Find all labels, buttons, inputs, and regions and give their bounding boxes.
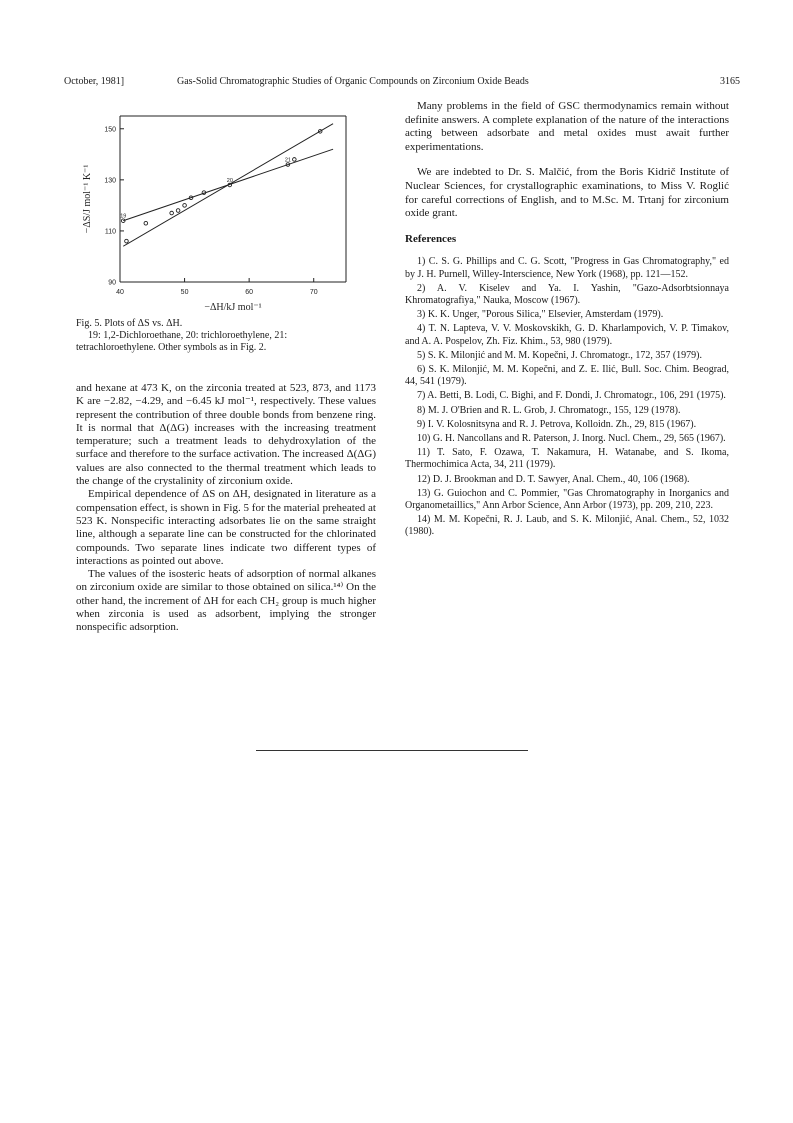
reference-item: 5) S. K. Milonjić and M. M. Kopečni, J. Chromatogr., 172, 357 (1979). xyxy=(417,349,702,361)
references-heading: References xyxy=(405,232,457,245)
header-title: Gas-Solid Chromatographic Studies of Organic Compounds on Zirconium Oxide Beads xyxy=(177,76,529,87)
data-point xyxy=(125,239,129,243)
caption-line-1: 19: 1,2-Dichloroethane, 20: trichloroethylene, 21: xyxy=(88,330,288,342)
data-point xyxy=(183,204,187,208)
point-label: 20 xyxy=(226,177,233,184)
data-point xyxy=(176,209,180,213)
y-tick-label: 110 xyxy=(104,228,116,236)
paragraph: Empirical dependence of ΔS on ΔH, designated in literature as a compensation effect, is shown in Fig. 5 for the material preheated at 523 K. Nonspecific interacting adsorbates lie on the same straight line, although a separate line can be constructed for the chlorinated compounds. Two separate lines indicate two different types of interactions as pointed out above. xyxy=(76,488,376,567)
page-number: 3165 xyxy=(720,76,740,87)
reference-item: 11) T. Sato, F. Ozawa, T. Nakamura, H. Watanabe, and S. Ikoma, Thermochimica Acta, 34, 211 (1979). xyxy=(405,447,729,471)
point-label: 21 xyxy=(284,157,292,164)
figure-5 xyxy=(78,104,378,314)
caption-title: Fig. 5. Plots of ΔS vs. ΔH. xyxy=(76,318,183,329)
reference-item: 2) A. V. Kiselev and Ya. I. Yashin, "Gazo-Adsorbtsionnaya Khromatografiya," Nauka, Moscow (1967). xyxy=(405,282,729,306)
left-column-text xyxy=(76,382,376,635)
reference-item: 6) S. K. Milonjić, M. M. Kopečni, and Z. E. Ilić, Bull. Soc. Chim. Beograd, 44, 541 (1979). xyxy=(405,363,729,388)
x-axis-label: −ΔH/kJ mol⁻¹ xyxy=(204,302,262,313)
point-label: 19 xyxy=(120,213,127,220)
reference-item: 12) D. J. Brookman and D. T. Sawyer, Anal. Chem., 40, 106 (1968). xyxy=(417,473,690,485)
reference-item: 4) T. N. Lapteva, V. V. Moskovskikh, G. D. Kharlampovich, V. P. Timakov, and A. A. Pospelov, Zh. Fiz. Khim., 53, 980 (1979). xyxy=(405,323,729,347)
x-tick-label: 60 xyxy=(245,289,254,296)
reference-item: 10) G. H. Nancollans and R. Paterson, J. Inorg. Nucl. Chem., 29, 565 (1967). xyxy=(417,432,726,444)
right-column xyxy=(405,100,729,541)
data-point xyxy=(144,221,148,225)
reference-item: 14) M. M. Kopečni, R. J. Laub, and S. K. Milonjić, Anal. Chem., 52, 1032 (1980). xyxy=(405,514,729,538)
x-tick-label: 70 xyxy=(309,289,318,296)
data-point xyxy=(170,211,174,215)
y-axis-label: −ΔS/J mol⁻¹ K⁻¹ xyxy=(82,164,93,234)
scatter-chart xyxy=(78,104,378,314)
references-list xyxy=(405,256,729,538)
caption-line-2: tetrachloroethylene. Other symbols as in Fig. 2. xyxy=(76,342,267,354)
paragraph: The values of the isosteric heats of adsorption of normal alkanes on zirconium oxide are similar to those obtained on silica.¹⁴⁾ On the other hand, the increment of ΔH for each CH₂ group is much higher when zirconia is used as adsorbent, implying the stronger nonspecific adsorption. xyxy=(76,568,376,634)
end-rule xyxy=(256,750,528,751)
reference-item: 13) G. Guiochon and C. Pommier, "Gas Chromatography in Inorganics and Organometaillics," Ann Arbor Science, Ann Arbor (1973), pp. 209, 210, 223. xyxy=(405,487,729,511)
reference-item: 1) C. S. G. Phillips and C. G. Scott, "Progress in Gas Chromatography," ed by J. H. Purnell, Willey-Interscience, New York (1968), pp. 121—152. xyxy=(405,256,729,280)
reference-item: 7) A. Betti, B. Lodi, C. Bighi, and F. Dondi, J. Chromatogr., 106, 291 (1975). xyxy=(417,390,726,402)
x-tick-label: 50 xyxy=(180,289,189,296)
paragraph: and hexane at 473 K, on the zirconia treated at 523, 873, and 1173 K are −2.82, −4.29, and −6.45 kJ mol⁻¹, respectively. These values represent the contribution of three double bonds from benzene ring. It is normal that Δ(ΔG) increases with the increasing treatment temperature; such a treatment leads to dehydroxylation of the surface and therefore to the surface activation. The increased Δ(ΔG) values are also connected to the thermal treatment which leads to the change of the crystalinity of zirconium oxide. xyxy=(76,382,376,488)
reference-item: 8) M. J. O'Brien and R. L. Grob, J. Chromatogr., 155, 129 (1978). xyxy=(417,404,681,416)
running-header xyxy=(64,76,740,90)
figure-caption xyxy=(76,318,378,355)
y-tick-label: 150 xyxy=(104,126,116,134)
x-tick-label: 40 xyxy=(116,289,124,296)
reference-item: 3) K. K. Unger, "Porous Silica," Elsevier, Amsterdam (1979). xyxy=(417,309,664,321)
data-point xyxy=(293,158,297,162)
y-tick-label: 90 xyxy=(108,279,116,287)
header-date: October, 1981] xyxy=(64,76,125,87)
paragraph: We are indebted to Dr. S. Malčić, from the Boris Kidrič Institute of Nuclear Sciences, for crystallographic examinations, to Miss V. Roglić for careful corrections of English, and to M.Sc. M. Trtanj for zirconium oxide grant. xyxy=(405,166,729,220)
reference-item: 9) I. V. Kolosnitsyna and R. J. Petrova, Kolloidn. Zh., 29, 815 (1967). xyxy=(417,418,697,430)
y-tick-label: 130 xyxy=(104,177,116,185)
paragraph: Many problems in the field of GSC thermodynamics remain without definite answers. A complete explanation of the nature of the interactions acting between adsorbate and metal oxides must await further experimentations. xyxy=(405,100,729,153)
